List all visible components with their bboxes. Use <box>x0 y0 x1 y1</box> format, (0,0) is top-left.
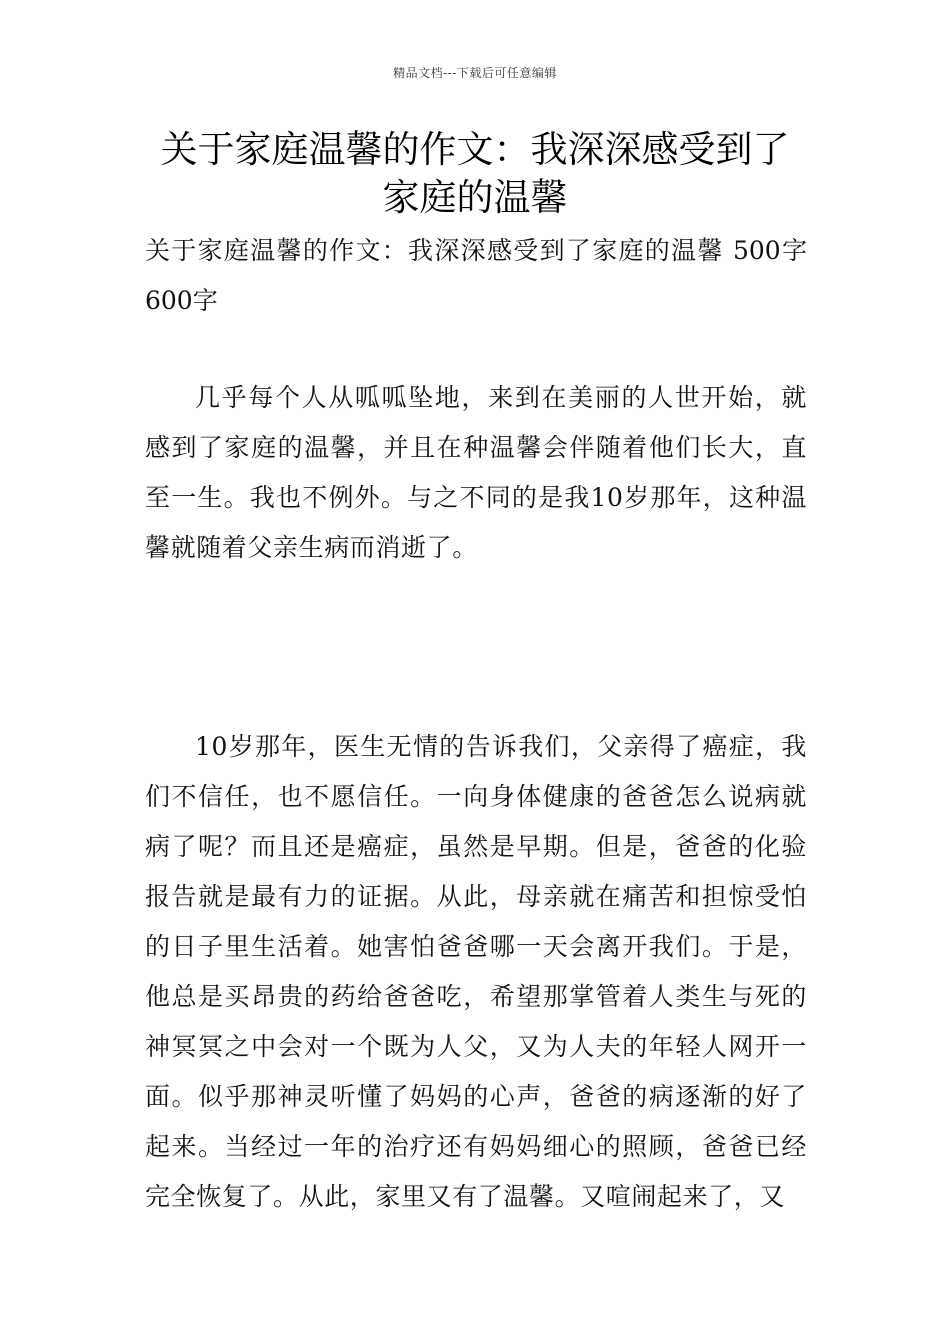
paragraph-2: 10岁那年，医生无情的告诉我们，父亲得了癌症，我们不信任，也不愿信任。一向身体健康的爸爸怎么说病就病了呢？而且还是癌症，虽然是早期。但是，爸爸的化验报告就是最有力的证据。从此，母亲就在痛苦和担惊受怕的日子里生活着。她害怕爸爸哪一天会离开我们。于是，他总是买昂贵的药给爸爸吃，希望那掌管着人类生与死的神冥冥之中会对一个既为人父，又为人夫的年轻人网开一面。似乎那神灵听懂了妈妈的心声，爸爸的病逐渐的好了起来。当经过一年的治疗还有妈妈细心的照顾，爸爸已经完全恢复了。从此，家里又有了温馨。又喧闹起来了，又 <box>145 732 807 1211</box>
document-subtitle: 关于家庭温馨的作文：我深深感受到了家庭的温馨 500字600字 <box>145 236 807 315</box>
header-note: 精品文档---下载后可任意编辑 <box>393 66 557 80</box>
paragraph-1: 几乎每个人从呱呱坠地，来到在美丽的人世开始，就感到了家庭的温馨，并且在种温馨会伴随着他们长大，直至一生。我也不例外。与之不同的是我10岁那年，这种温馨就随着父亲生病而消逝了。 <box>145 383 807 562</box>
document-title: 关于家庭温馨的作文：我深深感受到了家庭的温馨 <box>160 128 790 219</box>
